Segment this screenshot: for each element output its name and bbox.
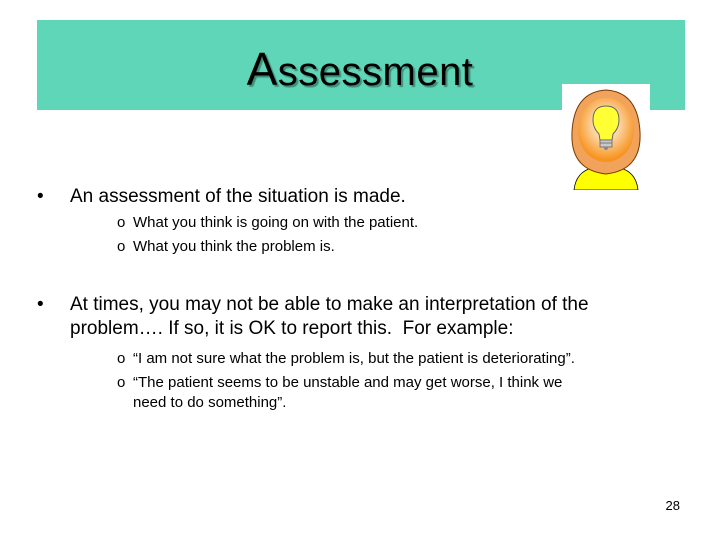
bullet-2-line-2: problem…. If so, it is OK to report this. For example:	[70, 318, 514, 339]
sub-bullet-2-2	[117, 373, 677, 413]
sub-marker: o	[117, 350, 126, 367]
page-number: 28	[665, 498, 680, 513]
title-initial: A	[246, 43, 278, 95]
bullet-1	[37, 185, 557, 209]
sub-bullet-2-1	[117, 349, 677, 369]
sub-bullet-2-2-line-2: need to do something”.	[133, 394, 287, 411]
head-lightbulb-icon	[562, 84, 650, 190]
sub-marker: o	[117, 214, 126, 231]
bullet-marker: •	[37, 294, 44, 315]
sub-bullet-2-2-line-1: “The patient seems to be unstable and may get worse, I think we	[133, 374, 563, 391]
sub-marker: o	[117, 238, 126, 255]
sub-bullet-1-2	[117, 237, 537, 257]
bullet-2	[37, 293, 677, 341]
bullet-2-line-1: At times, you may not be able to make an interpretation of the	[70, 294, 589, 315]
bullet-1-line-1: An assessment of the situation is made.	[70, 186, 406, 207]
sub-bullet-1-2-line-1: What you think the problem is.	[133, 238, 335, 255]
sub-bullet-1-1-line-1: What you think is going on with the patient.	[133, 214, 419, 231]
sub-marker: o	[117, 374, 126, 391]
title-rest: ssessment	[277, 50, 474, 94]
bullet-marker: •	[37, 186, 44, 207]
sub-bullet-1-1	[117, 213, 537, 233]
sub-bullet-2-1-line-1: “I am not sure what the problem is, but the patient is deteriorating”.	[133, 350, 575, 367]
